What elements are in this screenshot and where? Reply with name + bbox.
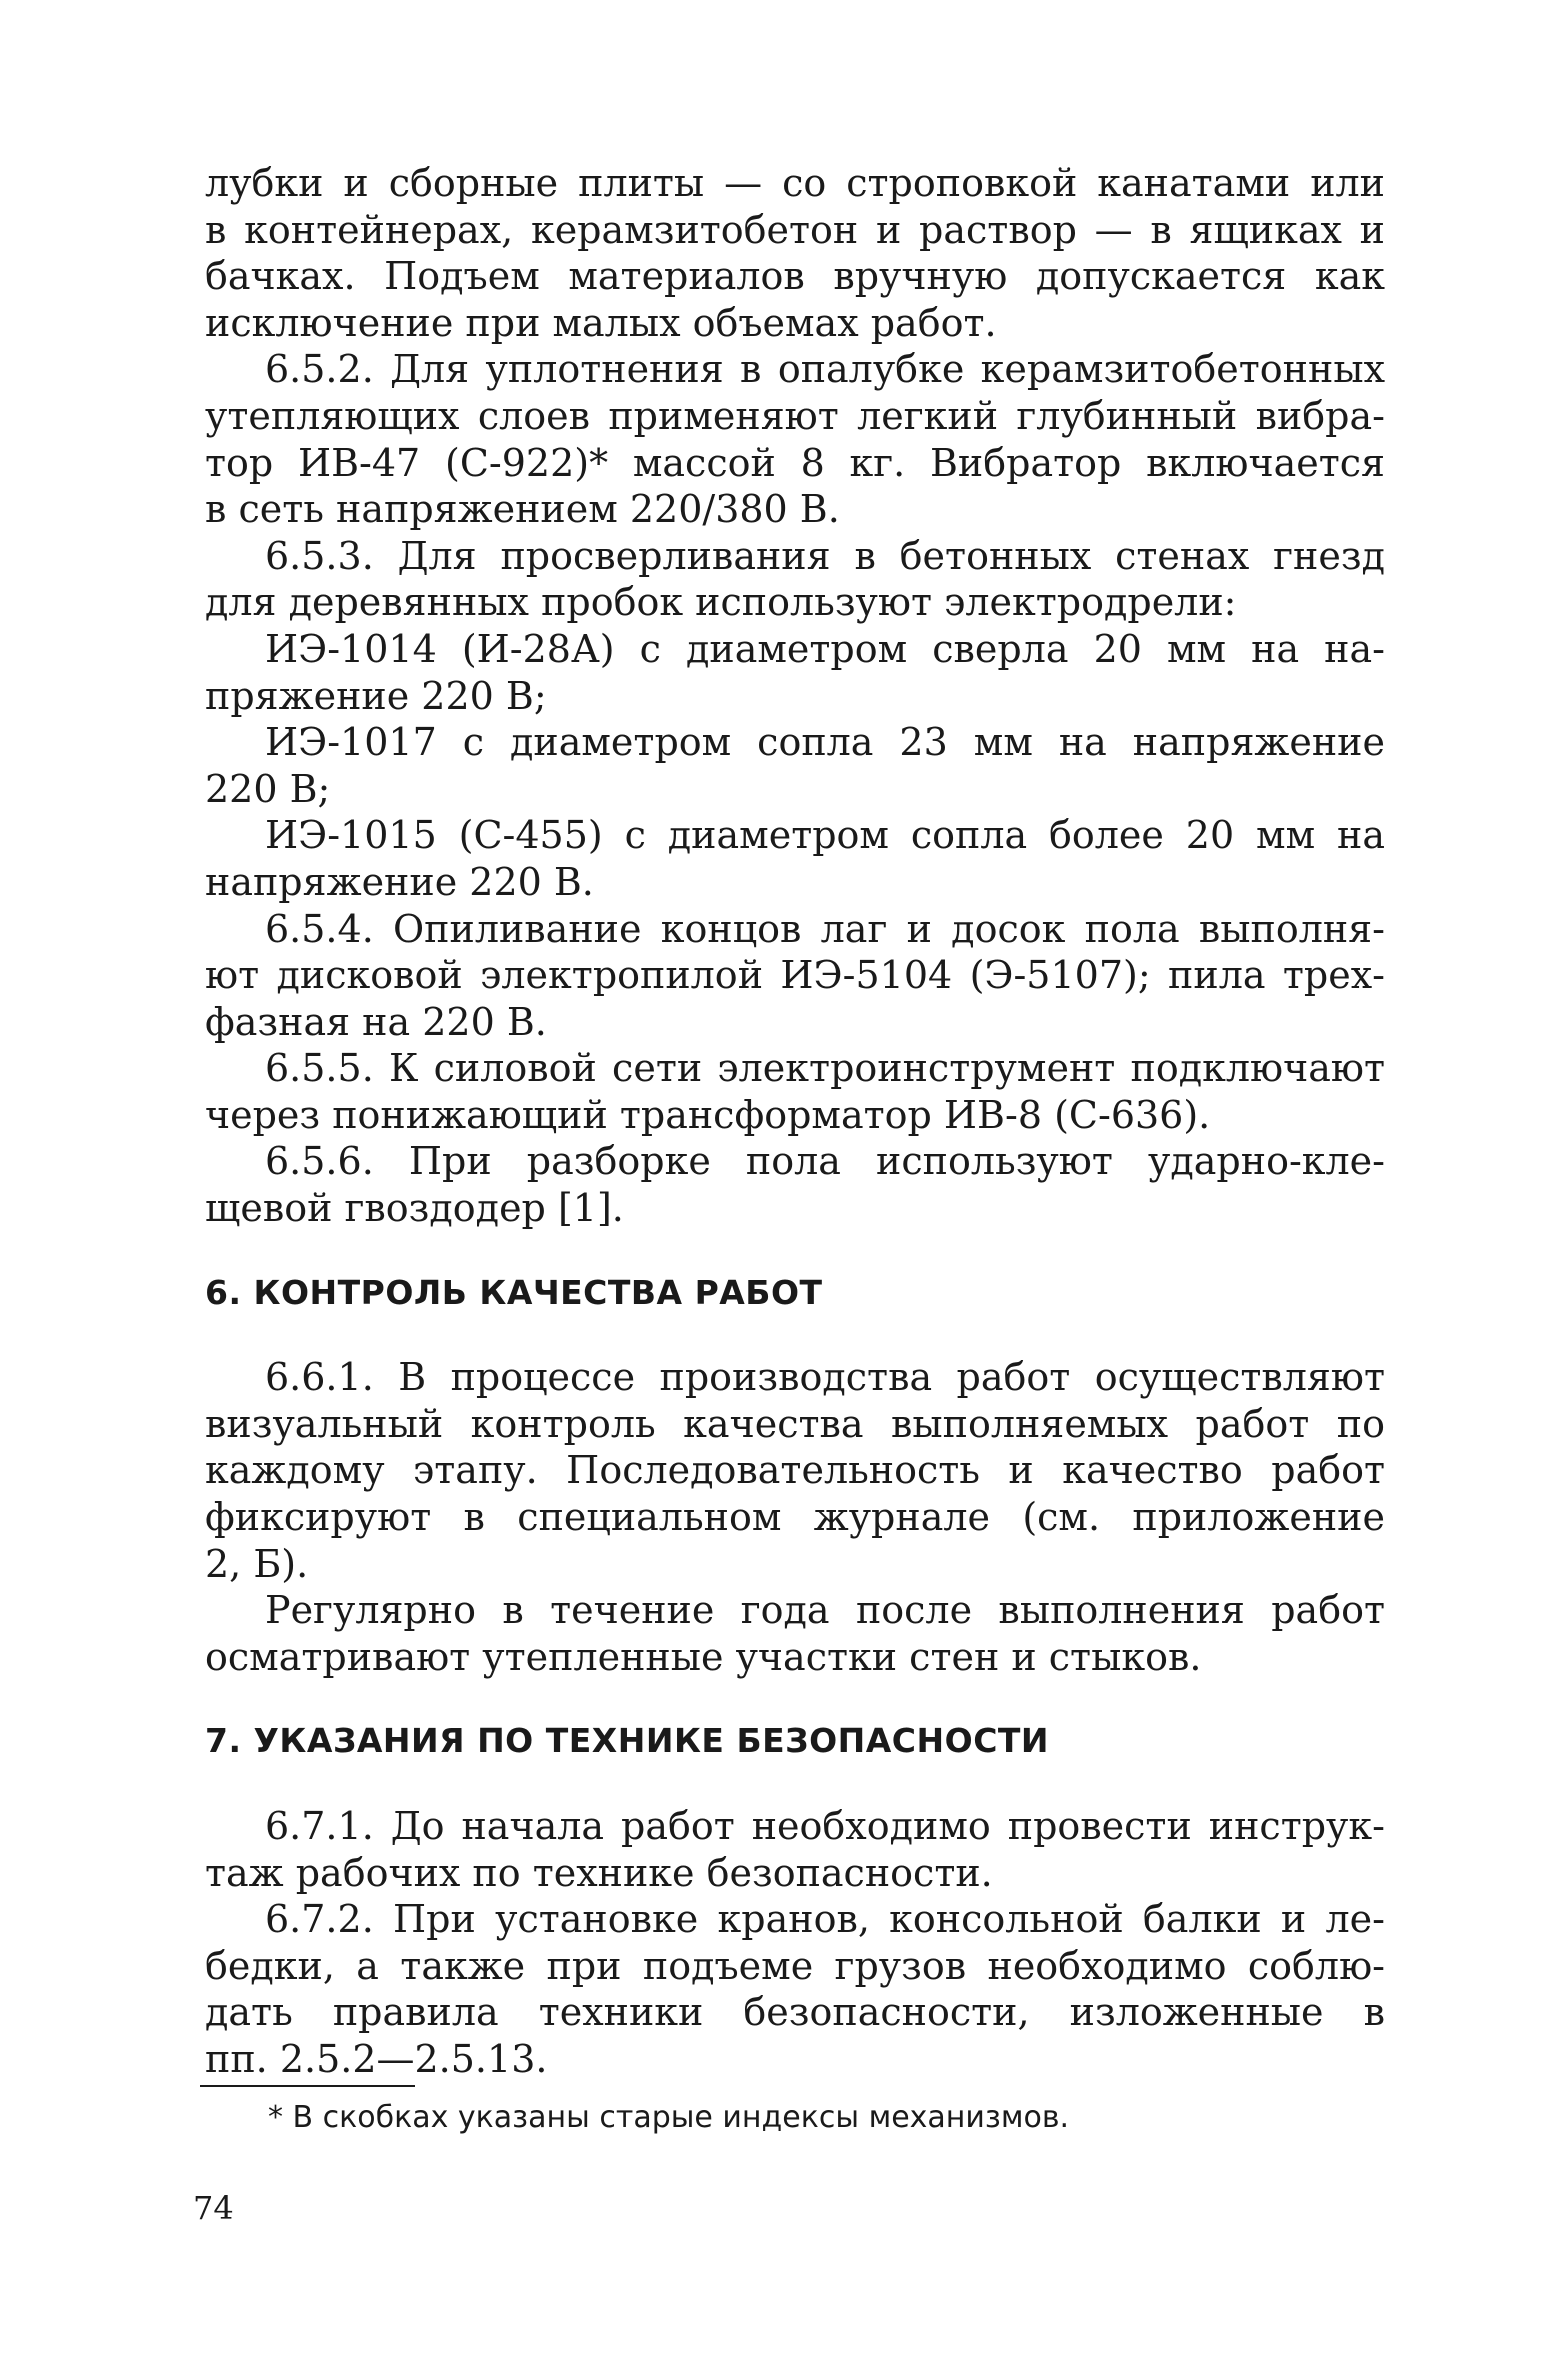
text-line: ИЭ-1015 (С-455) с диаметром сопла более 20 мм на: [265, 813, 1385, 858]
page-number: 74: [193, 2189, 234, 2227]
text-line: 6.5.3. Для просверливания в бетонных стенах гнезд: [265, 533, 1385, 578]
text-line: 6.6.1. В процессе производства работ осуществляют: [265, 1355, 1385, 1400]
paragraph-6-5-6: [205, 1138, 1385, 1231]
text-line: для деревянных пробок используют электродрели:: [205, 580, 1237, 625]
text-line: Регулярно в течение года после выполнения работ: [265, 1588, 1385, 1633]
text-line: ИЭ-1014 (И-28А) с диаметром сверла 20 мм на на-: [265, 626, 1385, 671]
text-line: через понижающий трансформатор ИВ-8 (С-636).: [205, 1092, 1211, 1137]
text-line: 6.5.5. К силовой сети электроинструмент подключают: [265, 1046, 1385, 1091]
text-line: пп. 2.5.2—2.5.13.: [205, 2036, 548, 2081]
footnote-divider: [200, 2085, 415, 2087]
text-line: в контейнерах, керамзитобетон и раствор — в ящиках и: [205, 207, 1385, 252]
paragraph-6-5-4: [205, 906, 1385, 1046]
page-body: [205, 160, 1385, 2083]
text-line: дать правила техники безопасности, изложенные в: [205, 1990, 1385, 2035]
text-line: ИЭ-1017 с диаметром сопла 23 мм на напряжение: [265, 720, 1385, 765]
paragraph-6-5-3: [205, 533, 1385, 906]
text-line: фазная на 220 В.: [205, 999, 547, 1044]
text-line: в сеть напряжением 220/380 В.: [205, 487, 840, 532]
text-line: тор ИВ-47 (С-922)* массой 8 кг. Вибратор включается: [205, 440, 1385, 485]
text-line: таж рабочих по технике безопасности.: [205, 1850, 993, 1895]
text-line: ют дисковой электропилой ИЭ-5104 (Э-5107); пила трех-: [205, 953, 1385, 998]
paragraph-6-5-5: [205, 1045, 1385, 1138]
text-line: 6.7.1. До начала работ необходимо провести инструк-: [265, 1804, 1385, 1848]
text-line: осматривают утепленные участки стен и стыков.: [205, 1634, 1202, 1679]
text-line: щевой гвоздодер [1].: [205, 1186, 624, 1231]
text-line: исключение при малых объемах работ.: [205, 300, 997, 345]
text-line: 6.5.6. При разборке пола используют ударно-кле-: [265, 1139, 1385, 1184]
paragraph-6-7-2: [205, 1896, 1385, 2082]
text-line: фиксируют в специальном журнале (см. приложение: [205, 1495, 1385, 1540]
text-line: бачках. Подъем материалов вручную допускается как: [205, 254, 1385, 299]
section-heading-quality-control: 6. КОНТРОЛЬ КАЧЕСТВА РАБОТ: [205, 1272, 823, 1312]
text-line: 6.5.2. Для уплотнения в опалубке керамзитобетонных: [265, 347, 1385, 392]
paragraph-continuation: [205, 160, 1385, 346]
text-line: 2, Б).: [205, 1541, 309, 1586]
text-line: утепляющих слоев применяют легкий глубинный вибра-: [205, 393, 1385, 438]
paragraph-6-7-1: [205, 1803, 1385, 1896]
text-line: пряжение 220 В;: [205, 673, 547, 718]
text-line: напряжение 220 В.: [205, 859, 594, 904]
paragraph-6-5-2: [205, 346, 1385, 532]
paragraph-regular-inspection: [205, 1587, 1385, 1680]
text-line: бедки, а также при подъеме грузов необходимо соблю-: [205, 1943, 1385, 1988]
text-line: каждому этапу. Последовательность и качество работ: [205, 1448, 1385, 1493]
text-line: визуальный контроль качества выполняемых работ по: [205, 1401, 1385, 1446]
section-heading-safety: 7. УКАЗАНИЯ ПО ТЕХНИКЕ БЕЗОПАСНОСТИ: [205, 1721, 1050, 1761]
text-line: 220 В;: [205, 766, 331, 811]
text-line: лубки и сборные плиты — со строповкой канатами или: [205, 161, 1385, 205]
text-line: 6.5.4. Опиливание концов лаг и досок пола выполня-: [265, 906, 1385, 951]
footnote: * В скобках указаны старые индексы механизмов.: [268, 2100, 1070, 2135]
paragraph-6-6-1: [205, 1354, 1385, 1587]
text-line: 6.7.2. При установке кранов, консольной балки и ле-: [265, 1897, 1385, 1942]
